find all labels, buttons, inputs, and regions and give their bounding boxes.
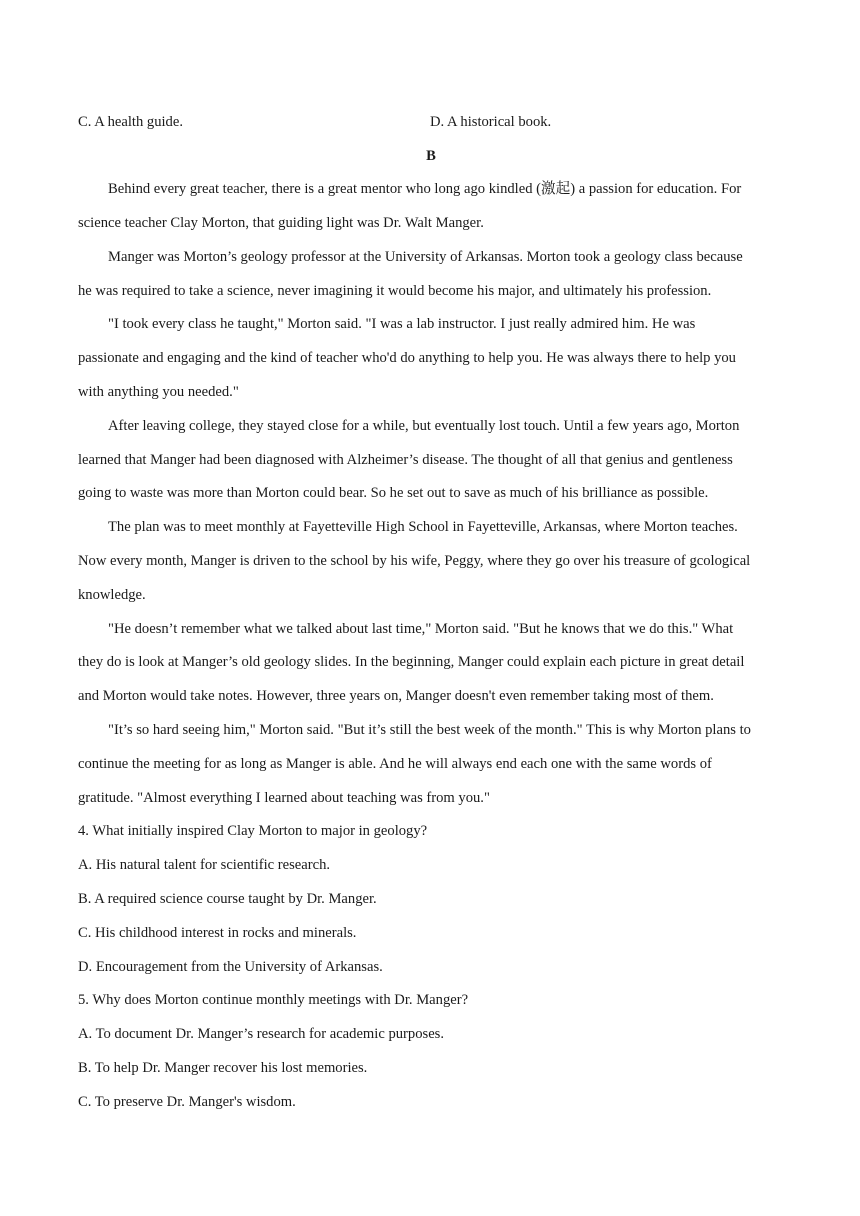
passage-line: with anything you needed." <box>78 384 239 400</box>
passage-line: "It’s so hard seeing him," Morton said. "But it’s still the best week of the month." This is why Morton plans to <box>108 722 751 738</box>
passage-line: and Morton would take notes. However, three years on, Manger doesn't even remember taking most of them. <box>78 688 714 704</box>
question-5-option-a: A. To document Dr. Manger’s research for academic purposes. <box>78 1026 444 1042</box>
passage-line: Behind every great teacher, there is a great mentor who long ago kindled (激起) a passion for education. For <box>108 181 742 197</box>
passage-line: going to waste was more than Morton could bear. So he set out to save as much of his brilliance as possible. <box>78 485 709 501</box>
prev-option-c: C. A health guide. <box>78 114 183 130</box>
passage-line: "I took every class he taught," Morton said. "I was a lab instructor. I just really admired him. He was <box>108 316 696 332</box>
question-4-option-b: B. A required science course taught by Dr. Manger. <box>78 891 377 907</box>
passage-line: science teacher Clay Morton, that guiding light was Dr. Walt Manger. <box>78 215 484 231</box>
passage-line: Manger was Morton’s geology professor at the University of Arkansas. Morton took a geology class because <box>108 249 743 265</box>
question-4-option-a: A. His natural talent for scientific research. <box>78 857 331 873</box>
question-5-option-c: C. To preserve Dr. Manger's wisdom. <box>78 1094 296 1110</box>
passage-line: After leaving college, they stayed close for a while, but eventually lost touch. Until a few years ago, Morton <box>108 418 740 434</box>
passage-line: they do is look at Manger’s old geology slides. In the beginning, Manger could explain each picture in great detail <box>78 654 745 670</box>
prev-option-d: D. A historical book. <box>430 114 552 130</box>
passage-line: The plan was to meet monthly at Fayetteville High School in Fayetteville, Arkansas, where Morton teaches. <box>108 519 738 535</box>
question-4-option-d: D. Encouragement from the University of Arkansas. <box>78 959 383 975</box>
question-5-option-b: B. To help Dr. Manger recover his lost memories. <box>78 1060 368 1076</box>
passage-line: Now every month, Manger is driven to the school by his wife, Peggy, where they go over his treasure of gcological <box>78 553 751 569</box>
passage-line: passionate and engaging and the kind of teacher who'd do anything to help you. He was always there to help you <box>78 350 736 366</box>
passage-line: he was required to take a science, never imagining it would become his major, and ultimately his profession. <box>78 283 712 299</box>
section-heading: B <box>426 148 436 164</box>
question-4-stem: 4. What initially inspired Clay Morton to major in geology? <box>78 823 428 839</box>
question-5-stem: 5. Why does Morton continue monthly meetings with Dr. Manger? <box>78 992 469 1008</box>
passage-line: knowledge. <box>78 587 146 603</box>
passage-line: continue the meeting for as long as Manger is able. And he will always end each one with the same words of <box>78 756 712 772</box>
passage-line: "He doesn’t remember what we talked about last time," Morton said. "But he knows that we do this." What <box>108 621 734 637</box>
passage-line: learned that Manger had been diagnosed with Alzheimer’s disease. The thought of all that genius and gentleness <box>78 452 733 468</box>
passage-line: gratitude. "Almost everything I learned about teaching was from you." <box>78 790 490 806</box>
question-4-option-c: C. His childhood interest in rocks and minerals. <box>78 925 357 941</box>
